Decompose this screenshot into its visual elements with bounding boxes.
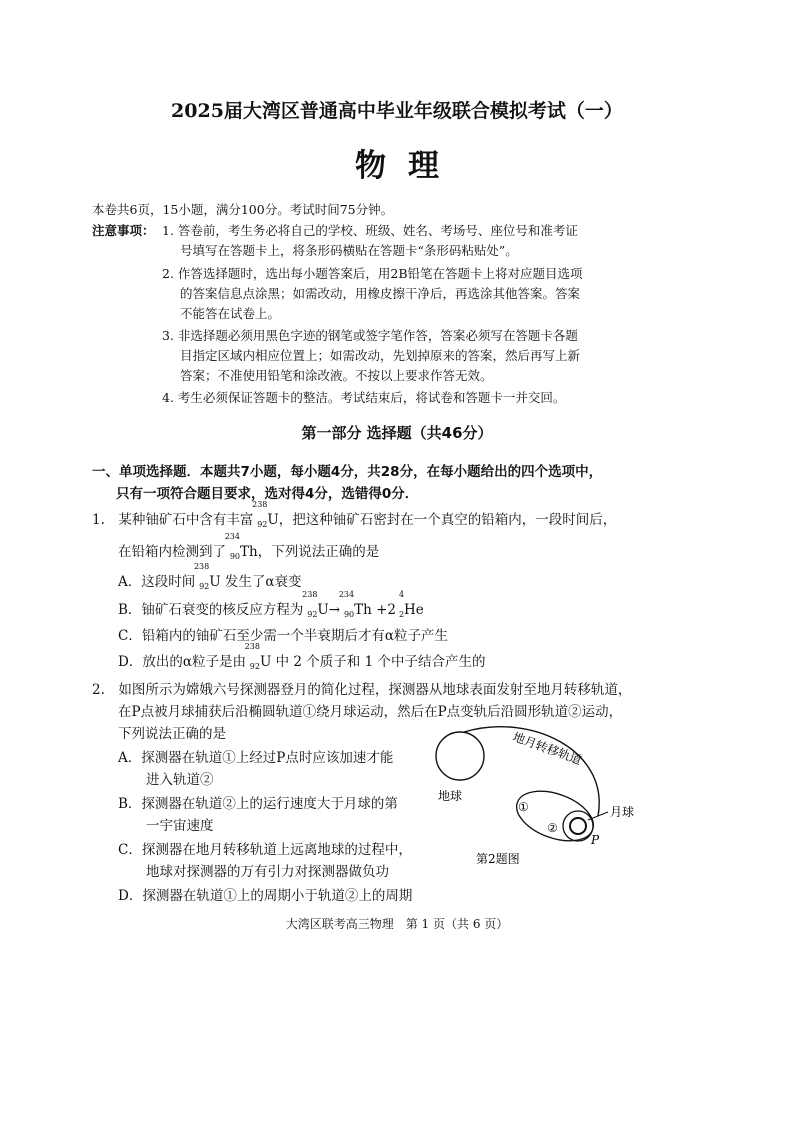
section-title: 第一部分 选择题（共46分） xyxy=(301,424,493,442)
notes-label: 注意事项： xyxy=(92,223,155,238)
th234-nuclide xyxy=(224,532,240,561)
notes-line: 1. 答卷前，考生务必将自己的学校、班级、姓名、考场号、座位号和准考证 xyxy=(162,223,578,238)
notes-line: 4. 考生必须保证答题卡的整洁。考试结束后，将试卷和答题卡一并交回。 xyxy=(162,390,566,405)
q2-option-c-cont: 地球对探测器的万有引力对探测器做负功 xyxy=(146,864,389,880)
atomic-number: 90 xyxy=(229,552,240,561)
u238-nuclide xyxy=(193,562,210,591)
section-heading-cont: 只有一项符合题目要求，选对得4分，选错得0分． xyxy=(116,486,419,502)
q2-stem-cont: 下列说法正确的是 xyxy=(118,726,226,742)
q1-stem-text: Th，下列说法正确的是 xyxy=(240,544,380,560)
q2-option-a-cont: 进入轨道② xyxy=(146,772,214,788)
q1-stem-text: U，把这种铀矿石密封在一个真空的铅箱内，一段时间后， xyxy=(267,512,617,528)
notes-line: 不能答在试卷上。 xyxy=(180,306,281,321)
point-p-label: P xyxy=(591,833,600,847)
orbit-2-label: ② xyxy=(547,821,558,835)
q2-option-d: D．探测器在轨道①上的周期小于轨道②上的周期 xyxy=(118,888,413,904)
atomic-number: 2 xyxy=(398,610,405,619)
u238-nuclide xyxy=(244,642,260,671)
atomic-number: 92 xyxy=(249,662,260,671)
orbit-2-circle xyxy=(563,811,593,841)
q1-option-a xyxy=(118,562,302,591)
q2-orbit-figure xyxy=(420,720,660,880)
q2-option-c: C．探测器在地月转移轨道上远离地球的过程中， xyxy=(118,842,412,858)
notes-line: 3. 非选择题必须用黑色字迹的钢笔或签字笔作答，答案必须写在答题卡各题 xyxy=(162,328,578,343)
q2-option-b-cont: 一宇宙速度 xyxy=(146,818,214,834)
mass-number: 238 xyxy=(193,562,210,571)
figure-caption: 第2题图 xyxy=(476,852,520,866)
section-heading: 一、单项选择题．本题共7小题，每小题4分，共28分，在每小题给出的四个选项中， xyxy=(92,464,603,480)
u238-nuclide xyxy=(252,500,268,529)
notes-line: 号填写在答题卡上，将条形码横贴在答题卡“条形码粘贴处”。 xyxy=(180,243,518,258)
mass-number: 4 xyxy=(398,590,405,599)
mass-number: 238 xyxy=(252,500,268,509)
q2-stem-cont: 在P点被月球捕获后沿椭圆轨道①绕月球运动，然后在P点变轨后沿圆形轨道②运动， xyxy=(118,704,623,720)
mass-number: 238 xyxy=(302,590,318,599)
he4-nuclide xyxy=(396,590,405,619)
notes-line: 答案；不准使用铅笔和涂改液。不按以上要求作答无效。 xyxy=(180,368,493,383)
q2-option-a: A．探测器在轨道①上经过P点时应该加速才能 xyxy=(118,750,394,766)
q1-option-c: C．铅箱内的铀矿石至少需一个半衰期后才有α粒子产生 xyxy=(118,628,448,644)
exam-title: 2025届大湾区普通高中毕业年级联合模拟考试（一） xyxy=(171,100,623,122)
q1-option-b xyxy=(118,590,424,619)
q2-stem: 2. 如图所示为嫦娥六号探测器登月的简化过程，探测器从地球表面发射至地月转移轨道， xyxy=(92,682,632,698)
q1-stem-cont xyxy=(118,532,380,561)
atomic-number: 92 xyxy=(257,520,268,529)
option-text: He xyxy=(404,602,424,618)
subject-title: 物理 xyxy=(355,148,461,184)
atomic-number: 92 xyxy=(199,582,210,591)
earth-circle xyxy=(436,732,484,780)
page-footer: 大湾区联考高三物理 第 1 页（共 6 页） xyxy=(285,917,509,931)
atomic-number: 92 xyxy=(307,610,318,619)
option-text: D．放出的α粒子是由 xyxy=(118,654,246,670)
notes-line: 的答案信息点涂黑；如需改动，用橡皮擦干净后，再选涂其他答案。答案 xyxy=(180,286,581,301)
exam-intro: 本卷共6页，15小题，满分100分。考试时间75分钟。 xyxy=(92,202,394,217)
notes-line: 目指定区域内相应位置上；如需改动，先划掉原来的答案，然后再写上新 xyxy=(180,348,581,363)
moon-circle xyxy=(570,818,586,834)
option-text: U 发生了α衰变 xyxy=(209,574,302,590)
moon-label: 月球 xyxy=(610,805,635,819)
orbit-1-ellipse xyxy=(510,782,600,851)
earth-label: 地球 xyxy=(438,789,463,803)
transfer-orbit-label: 地月转移轨道 xyxy=(510,729,584,768)
q1-stem-text: 在铅箱内检测到了 xyxy=(118,544,226,560)
option-text: A．这段时间 xyxy=(118,574,196,590)
th234-nuclide xyxy=(338,590,355,619)
option-text: Th +2 xyxy=(354,602,397,618)
u238-nuclide xyxy=(302,590,318,619)
option-text: U→ xyxy=(317,602,341,618)
option-text: B．铀矿石衰变的核反应方程为 xyxy=(118,602,304,618)
q1-stem-text: 1. 某种铀矿石中含有丰富 xyxy=(92,512,254,528)
q1-option-d xyxy=(118,642,486,671)
notes-line: 2. 作答选择题时，选出每小题答案后，用2B铅笔在答题卡上将对应题目选项 xyxy=(162,266,583,281)
atomic-number: 90 xyxy=(343,610,355,619)
q2-option-b: B．探测器在轨道②上的运行速度大于月球的第 xyxy=(118,796,398,812)
mass-number: 238 xyxy=(244,642,260,651)
option-text: U 中 2 个质子和 1 个中子结合产生的 xyxy=(259,654,486,670)
mass-number: 234 xyxy=(224,532,240,541)
q1-stem xyxy=(92,500,617,529)
orbit-1-label: ① xyxy=(518,800,529,814)
mass-number: 234 xyxy=(338,590,355,599)
